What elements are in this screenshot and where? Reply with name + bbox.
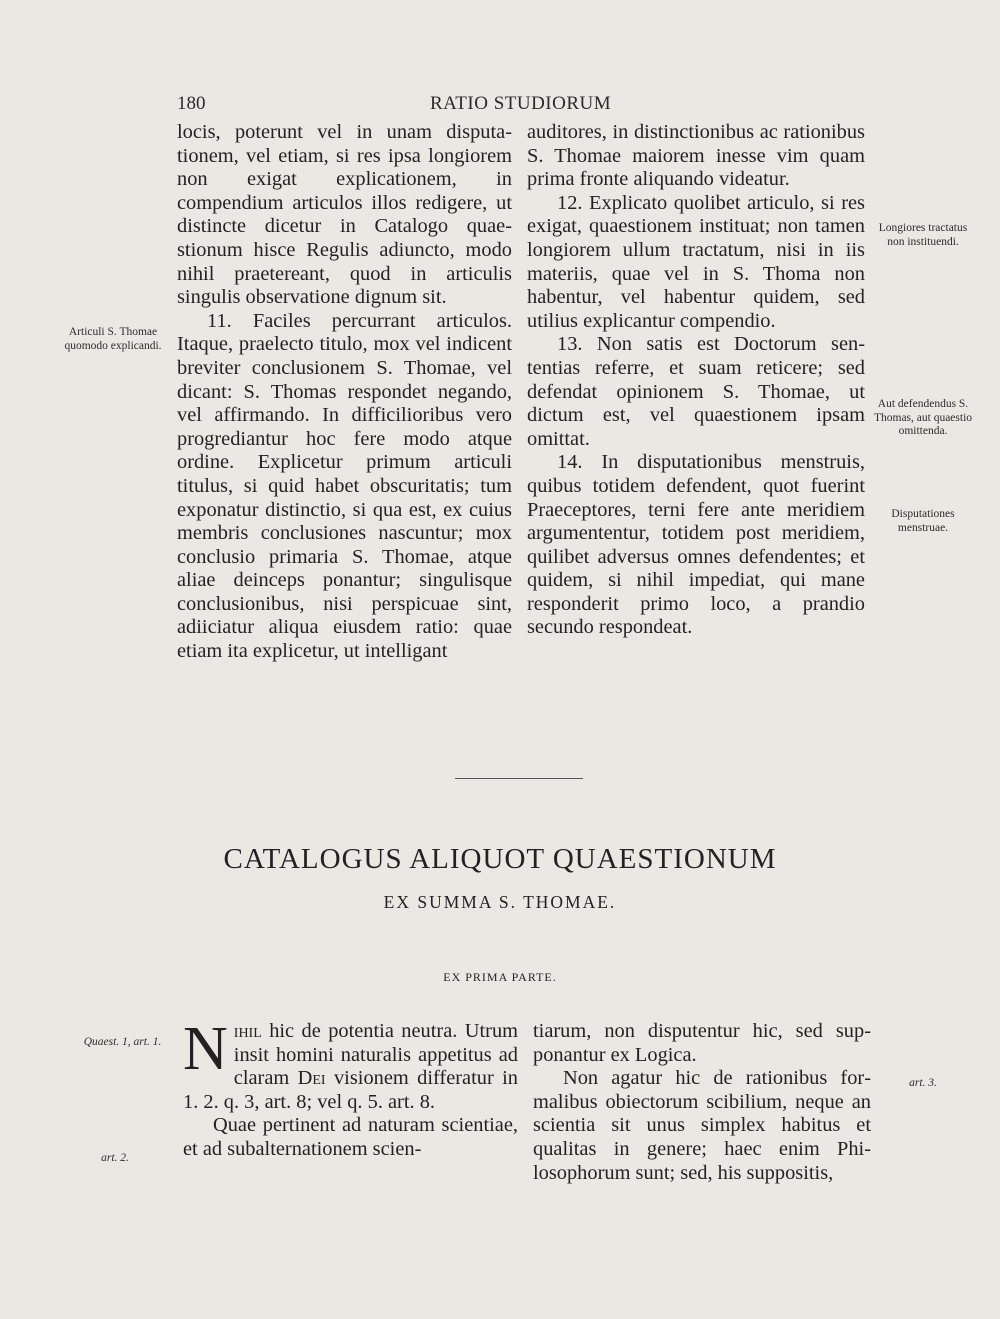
small-caps-word: ihil [233,1020,262,1042]
text-run: hic de potentia neutra. Utrum insit homini naturalis appetitus ad claram [233,1020,518,1090]
bleed-through-text [270,95,276,118]
catalog-column-left [183,1015,518,1162]
text-column-left [177,121,512,664]
paragraph: 14. In disputationibus menstruis, quibus totidem defendent, quot fuerint Praeceptores, terni fere ante meridiem argumententur, totidem post meridiem, quilibet adversus omnes defendentes; et quidem, si nihil impediat, qui mane responderit primo loco, a prandio secundo respondeat. [527,451,865,639]
margin-note-art-2: art. 2. [101,1152,129,1164]
page-number: 180 [177,93,206,114]
paragraph: auditores, in distinctionibus ac rationibus S. Thomae maiorem inesse vim quam prima fronte aliquando videatur. [527,121,865,191]
drop-cap: N [183,1015,228,1083]
section-divider [455,778,583,779]
part-heading: EX PRIMA PARTE. [443,970,557,984]
paragraph: 11. Faciles percurrant articulos. Itaque, praelecto titulo, mox vel indicent breviter conclusionem S. Thomae, vel dicant: S. Thomas respondet negando, vel affirmando. In difficilioribus vero progrediantur hoc fere modo atque ordine. Explicetur primum articuli titulus, si quid habet obscuritatis; tum exponatur distinctio, si qua est, ex cuius membris conclusiones nascuntur; mox conclusio primaria S. Thomae, atque aliae deinceps ponantur; singulisque conclusionibus, nisi perspicuae sint, adiiciatur aliqua eiusdem ratio: quae etiam ita explicetur, ut intelligant [177,309,512,663]
margin-note-art-3: art. 3. [909,1077,937,1089]
margin-note-longiores: Longiores tractatus non instituendi. [878,222,968,248]
paragraph: 13. Non satis est Doctorum sententias referre, et suam reticere; sed defendat opinionem S. Thomae, ut dictum est, vel quaestionem ipsam omittat. [527,333,865,450]
margin-note-articuli: Articuli S. Thomae quomodo explicandi. [64,326,162,352]
running-title: RATIO STUDIORUM [430,93,612,114]
paragraph: Non agatur hic de rationibus formalibus obiectorum scibilium, neque an scientia sit unus simplex habitus et qualitas in genere; haec enim Philosophorum sunt; sed, his suppositis, [533,1067,871,1184]
catalog-title: CATALOGUS ALIQUOT QUAESTIONUM [223,843,777,875]
catalog-subtitle: EX SUMMA S. THOMAE. [383,892,617,912]
margin-note-quaest: Quaest. 1, art. 1. [83,1036,162,1048]
paragraph: 12. Explicato quolibet articulo, si res exigat, quaestionem instituat; non tamen longiorem ullum tractatum, nisi in iis materiis, quae vel in S. Thoma non habentur, vel habentur quidem, sed utilius explicantur compendio. [527,191,865,332]
text-column-right [527,121,865,640]
margin-note-aut-defendendus: Aut defendendus S. Thomas, aut quaestio omittenda. [873,398,973,437]
catalog-column-right [533,1020,871,1185]
margin-note-disputationes: Disputationes menstruae. [891,508,955,534]
text-run: visionem differatur in 1. 2. q. 3, art. 8; vel q. 5. art. 8. [183,1067,518,1113]
small-caps-word: Dei [297,1067,326,1090]
paragraph: Quae pertinent ad naturam scientiae, et ad subalternationem scien- [183,1114,518,1160]
paragraph: tiarum, non disputentur hic, sed supponantur ex Logica. [533,1020,871,1066]
paragraph: locis, poterunt vel in unam disputationem, vel etiam, si res ipsa longiorem non exigat explicationem, in compendium articulos illos redigere, ut distincte dicetur in Catalogo quaestionum hisce Regulis adiuncto, modo nihil praetereant, quod in articulis singulis observatione dignum sit. [177,121,512,309]
paragraph [183,1015,518,1114]
